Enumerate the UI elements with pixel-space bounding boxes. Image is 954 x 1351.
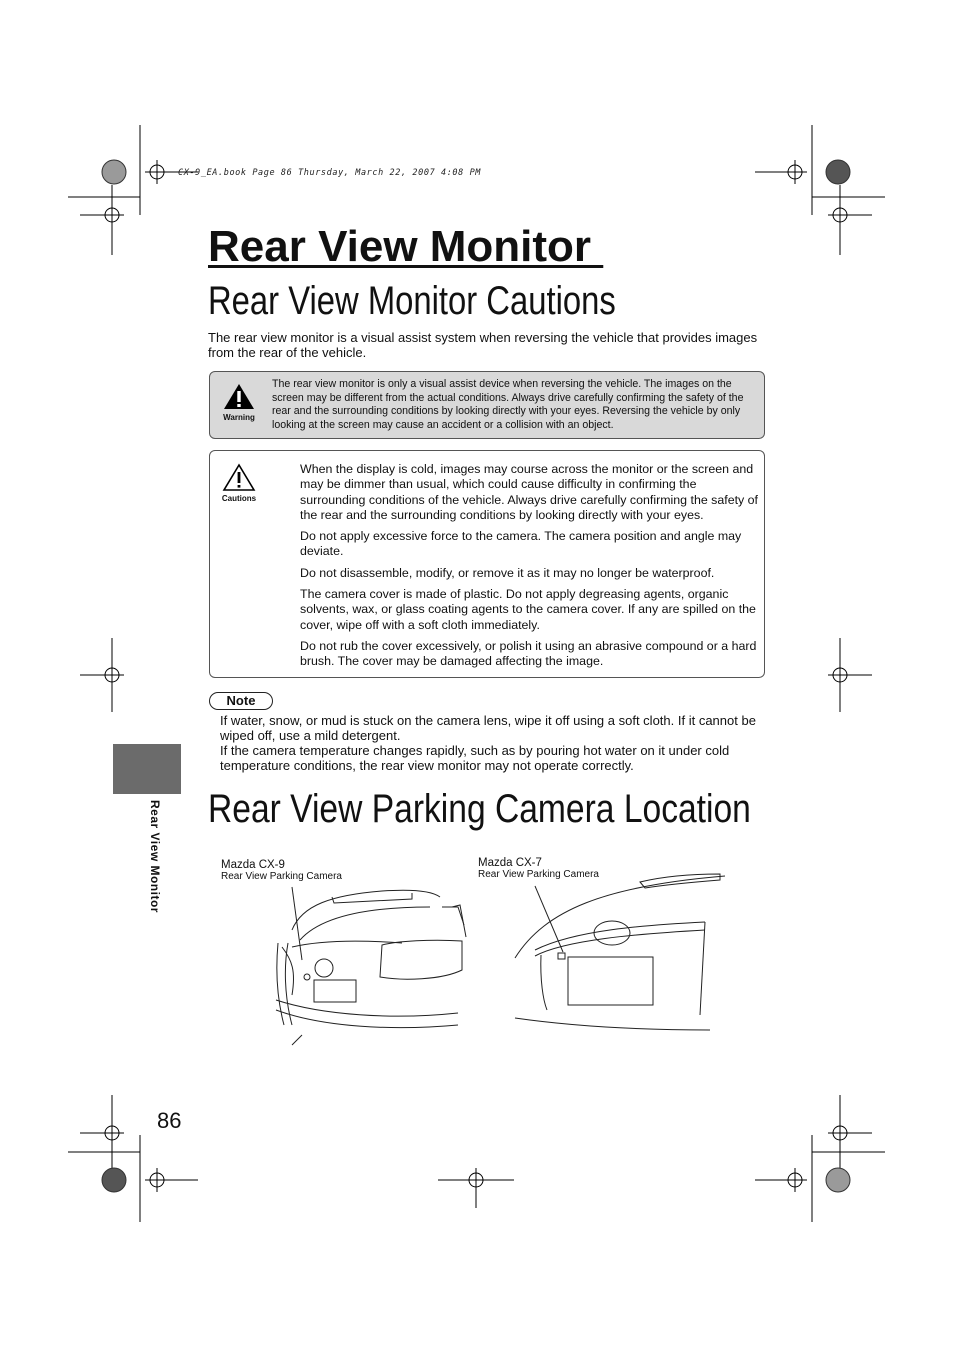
cx7-rear-illustration: [505, 870, 730, 1035]
note-text: [220, 713, 768, 773]
figure-model-cx9: Mazda CX-9: [221, 859, 285, 871]
section-title-cautions: Rear View Monitor Cautions: [208, 279, 616, 323]
caution-item: Do not rub the cover excessively, or polish it using an abrasive compound or a hard brush. The cover may be damaged affecting the image.: [300, 638, 757, 669]
figure-sub-cx9: Rear View Parking Camera: [221, 871, 342, 882]
section-title-camera-location: Rear View Parking Camera Location: [208, 787, 751, 831]
figure-sub-cx7: Rear View Parking Camera: [478, 869, 599, 880]
note-item: If the camera temperature changes rapidly, such as by pouring hot water on it under cold temperature conditions, the rear view monitor may not operate correctly.: [220, 743, 730, 773]
cx9-rear-illustration: [262, 885, 472, 1045]
side-tab: [113, 744, 181, 794]
page-title: Rear View Monitor: [208, 222, 604, 271]
caution-icon: [220, 463, 258, 503]
cautions-box: [209, 450, 765, 678]
caution-item: The camera cover is made of plastic. Do not apply degreasing agents, organic solvents, wax, or glass coating agents to the camera cover. If any are spilled on the cover, wipe off with a soft cloth immediately.: [300, 587, 756, 632]
caution-item: Do not apply excessive force to the camera. The camera position and angle may deviate.: [300, 529, 742, 559]
caution-item: When the display is cold, images may course across the monitor or the screen and may be dimmer than usual, which could cause difficulty in confirming the surrounding conditions of the vehicle. Always drive carefully confirming the safety of the rear and the surrounding conditions by looking directly with your eyes.: [300, 462, 758, 522]
note-item: If water, snow, or mud is stuck on the camera lens, wipe it off using a soft cloth. If it cannot be wiped off, use a mild detergent.: [220, 713, 756, 743]
warning-icon: [220, 382, 258, 422]
note-badge: Note: [209, 692, 273, 710]
print-info: CX-9_EA.book Page 86 Thursday, March 22, 2007 4:08 PM: [178, 168, 482, 178]
warning-label: Warning: [223, 413, 255, 422]
page-number: 86: [157, 1108, 182, 1133]
warning-text: The rear view monitor is only a visual assist device when reversing the vehicle. The images on the screen may be different from the actual conditions. Always drive carefully confirming the safety of the rear and the surrounding conditions by looking directly with your eyes. Reversing the vehicle by only looking at the screen may cause an accident or a collision with an object.: [272, 378, 744, 431]
intro-paragraph: The rear view monitor is a visual assist system when reversing the vehicle that provides images from the rear of the vehicle.: [208, 330, 758, 360]
cautions-label: Cautions: [221, 494, 257, 503]
figure-model-cx7: Mazda CX-7: [478, 857, 542, 869]
caution-item: Do not disassemble, modify, or remove it as it may no longer be waterproof.: [300, 565, 715, 580]
cautions-list: [300, 462, 760, 676]
warning-box: [209, 371, 765, 439]
figure-caption-cx9: [221, 859, 342, 882]
side-tab-label: Rear View Monitor: [148, 800, 162, 913]
